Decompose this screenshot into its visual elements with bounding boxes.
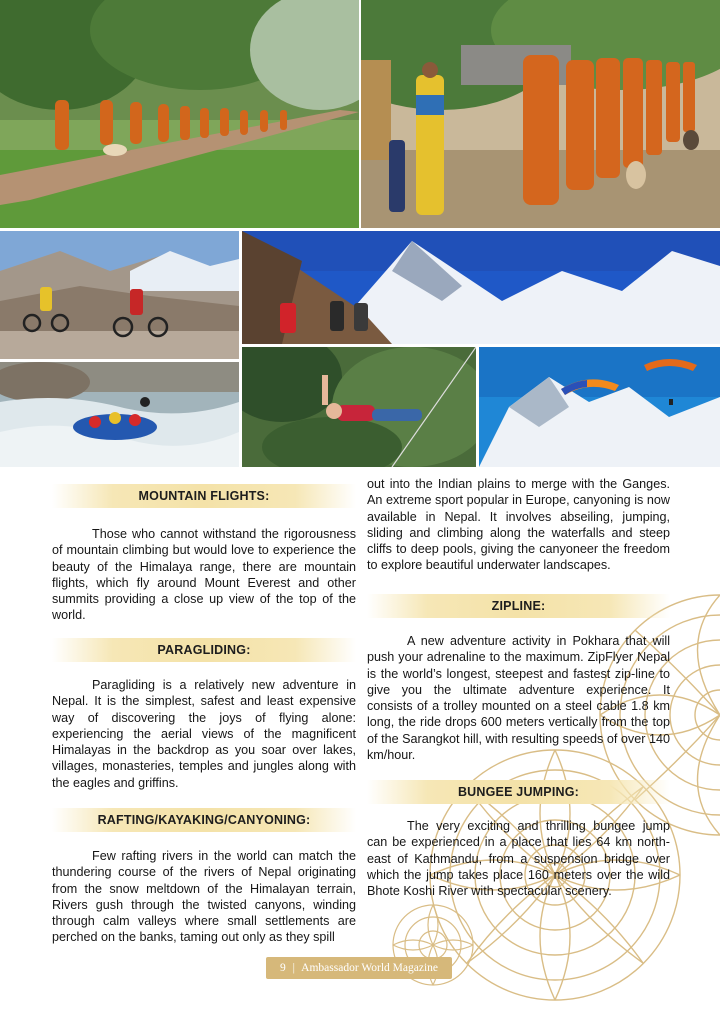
photo-monks-procession [0,0,359,228]
mountain-flights-heading: MOUNTAIN FLIGHTS: [52,484,356,508]
rafting-body-continued: out into the Indian plains to merge with the Ganges. An extreme sport popular in Europe, canyoning is now available in Nepal. It involves abseiling, jumping, sliding and climbing along the waterfalls and steep cliffs to deep pools, giving the canyoneer the freedom to explore beautiful underwater landscapes. [367,477,670,573]
page-footer [266,957,452,979]
photo-almsgiving [361,0,720,228]
footer-separator: | [292,962,295,974]
photo-mountain-biking [0,231,239,359]
paragliding-heading: PARAGLIDING: [52,638,356,662]
mountain-flights-body: Those who cannot withstand the rigorousness of mountain climbing but would love to experience the beauty of the Himalaya range, there are mountain flights, which fly around Mount Everest and other summits providing a close up view of the top of the world. [52,527,356,623]
rafting-heading: RAFTING/KAYAKING/CANYONING: [52,808,356,832]
photo-zipline [242,347,476,467]
paragliding-body: Paragliding is a relatively new adventure in Nepal. It is the simplest, safest and least expensive way of discovering the joys of flying alone: experiencing the aerial views of the magnificent Himalayas in the backdrop as you soar over lakes, villages, monasteries, temples and jungles along with the eagles and griffins. [52,678,356,790]
rafting-body: Few rafting rivers in the world can match the thundering course of the rivers of Nepal originating from the snow meltdown of the Himalayan terrain, Rivers gush through the twisted canyons, winding through calm valleys where small settlements are perched on the banks, taming out only as they spill [52,849,356,945]
photo-trekkers-peak [242,231,720,344]
bungee-heading: BUNGEE JUMPING: [367,780,670,804]
photo-rafting [0,362,239,467]
zipline-body: A new adventure activity in Pokhara that will push your adrenaline to the maximum. ZipFlyer Nepal is the world’s longest, steepest and fastest zip-line to give you the ultimate adventure experience. It consists of a trolley mounted on a steel cable 1.8 km long, the ride drops 600 meters vertically from the top of the Sarangkot hill, with resulting speeds of over 140 km/hour. [367,634,670,763]
page-number: 9 [279,962,286,974]
magazine-name: Ambassador World Magazine [301,962,438,974]
photo-paragliding [479,347,720,467]
bungee-body: The very exciting and thrilling bungee jump can be experienced in a place that lies 64 km north-east of Kathmandu, from a suspension bridge over which the jump takes place 160 meters over the wild Bhote Koshi River with spectacular scenery. [367,819,670,899]
zipline-heading: ZIPLINE: [367,594,670,618]
